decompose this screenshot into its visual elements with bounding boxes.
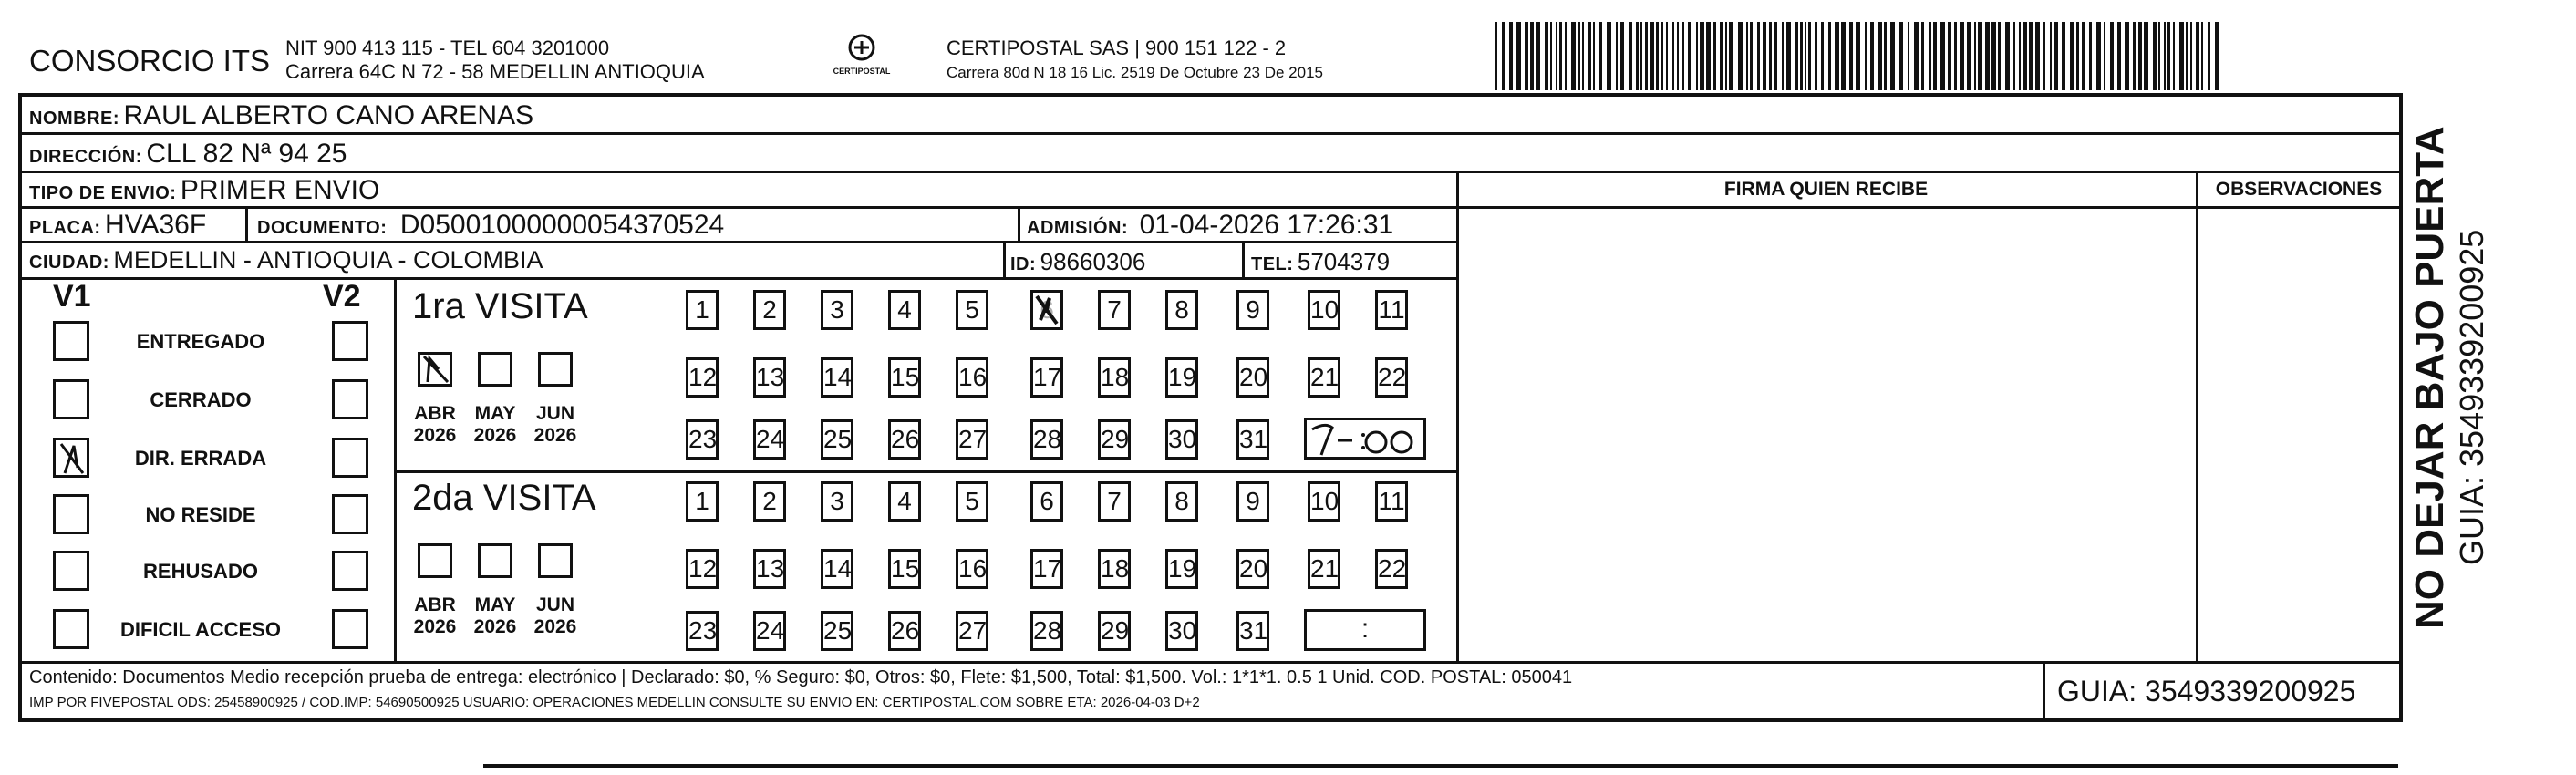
first-visit-time-box[interactable] <box>1304 418 1426 460</box>
first-visit-day-15[interactable]: 15 <box>888 357 921 398</box>
second-visit-day-20[interactable]: 20 <box>1236 549 1269 589</box>
second-visit-month-label: MAY 2026 <box>473 594 517 637</box>
tipo-row: TIPO DE ENVIO: PRIMER ENVIO <box>29 175 380 205</box>
first-visit-day-18[interactable]: 18 <box>1098 357 1131 398</box>
first-visit-day-24[interactable]: 24 <box>753 419 786 460</box>
second-visit-month-label: JUN 2026 <box>533 594 577 637</box>
second-visit-day-27[interactable]: 27 <box>956 611 988 651</box>
second-visit-day-8[interactable]: 8 <box>1165 481 1198 522</box>
second-visit-time-box[interactable]: : <box>1304 609 1426 651</box>
first-visit-day-12[interactable]: 12 <box>686 357 719 398</box>
first-visit-day-6[interactable]: 6 <box>1030 290 1063 330</box>
direccion-value: CLL 82 Nª 94 25 <box>146 139 347 169</box>
logo-icon <box>843 33 880 64</box>
first-visit-day-22[interactable]: 22 <box>1375 357 1408 398</box>
footer-line-2: IMP POR FIVEPOSTAL ODS: 25458900925 / COD.IMP: 54690500925 USUARIO: OPERACIONES MEDELLIN CONSULTE SU ENVIO EN: CERTIPOSTAL.COM SOBRE ETA: 2026-04-03 D+2 <box>29 695 1200 710</box>
first-visit-day-2[interactable]: 2 <box>753 290 786 330</box>
v2-header: V2 <box>323 279 361 314</box>
placa-row: PLACA: HVA36F <box>29 210 207 240</box>
first-visit-title: 1ra VISITA <box>412 286 588 326</box>
v1-checkbox[interactable] <box>53 609 89 649</box>
nombre-row: NOMBRE: RAUL ALBERTO CANO ARENAS <box>29 100 534 130</box>
footer-line-1: Contenido: Documentos Medio recepción prueba de entrega: electrónico | Declarado: $0, % Seguro: $0, Otros: $0, Flete: $1,500, Total: $1,500. Vol.: 1*1*1. 0.5 1 Unid. COD. POSTAL: 050041 <box>29 667 1573 687</box>
second-visit-month-checkbox[interactable] <box>478 543 512 578</box>
barcode <box>1495 22 2225 90</box>
first-visit-day-21[interactable]: 21 <box>1308 357 1340 398</box>
admision-value: 01-04-2026 17:26:31 <box>1139 210 1394 240</box>
first-visit-month-label: ABR 2026 <box>413 403 457 446</box>
admision-row: ADMISIÓN: 01-04-2026 17:26:31 <box>1027 210 1394 240</box>
nombre-value: RAUL ALBERTO CANO ARENAS <box>123 100 534 130</box>
second-visit-day-2[interactable]: 2 <box>753 481 786 522</box>
tipo-value: PRIMER ENVIO <box>180 175 380 205</box>
first-visit-day-5[interactable]: 5 <box>956 290 988 330</box>
placa-value: HVA36F <box>105 210 207 240</box>
first-visit-day-25[interactable]: 25 <box>821 419 853 460</box>
documento-row: DOCUMENTO: D05001000000054370524 <box>257 210 725 240</box>
check-mark-icon <box>1033 293 1060 327</box>
first-visit-day-16[interactable]: 16 <box>956 357 988 398</box>
v1-checkbox[interactable] <box>53 551 89 591</box>
certipostal-logo <box>821 33 903 76</box>
observaciones-header: OBSERVACIONES <box>2215 179 2383 200</box>
ciudad-value: MEDELLIN - ANTIOQUIA - COLOMBIA <box>113 246 543 274</box>
second-visit-day-25[interactable]: 25 <box>821 611 853 651</box>
second-visit-day-21[interactable]: 21 <box>1308 549 1340 589</box>
status-label: CERRADO <box>150 388 252 411</box>
first-visit-day-30[interactable]: 30 <box>1165 419 1198 460</box>
logo-text: CERTIPOSTAL <box>833 67 891 76</box>
second-visit-day-26[interactable]: 26 <box>888 611 921 651</box>
second-visit-month-checkbox[interactable] <box>418 543 452 578</box>
carrier-line-1: CERTIPOSTAL SAS | 900 151 122 - 2 <box>947 36 1287 59</box>
tel-row: TEL: 5704379 <box>1251 248 1391 275</box>
frame-left <box>18 93 22 722</box>
second-visit-day-18[interactable]: 18 <box>1098 549 1131 589</box>
second-visit-day-16[interactable]: 16 <box>956 549 988 589</box>
second-visit-month-label: ABR 2026 <box>413 594 457 637</box>
company-line-1: NIT 900 413 115 - TEL 604 3201000 <box>285 36 610 59</box>
handwritten-time-icon <box>1307 420 1425 459</box>
second-visit-day-24[interactable]: 24 <box>753 611 786 651</box>
v2-checkbox[interactable] <box>332 609 368 649</box>
side-warning: NO DEJAR BAJO PUERTA <box>2407 126 2452 629</box>
first-visit-month-checkbox[interactable] <box>478 352 512 387</box>
first-visit-day-3[interactable]: 3 <box>821 290 853 330</box>
status-label: REHUSADO <box>143 560 258 583</box>
v2-checkbox[interactable] <box>332 551 368 591</box>
first-visit-month-checkbox[interactable] <box>418 352 452 387</box>
second-visit-day-31[interactable]: 31 <box>1236 611 1269 651</box>
second-visit-day-3[interactable]: 3 <box>821 481 853 522</box>
tel-value: 5704379 <box>1297 248 1391 275</box>
company-line-2: Carrera 64C N 72 - 58 MEDELLIN ANTIOQUIA <box>285 60 705 83</box>
v2-checkbox[interactable] <box>332 379 368 419</box>
first-visit-month-label: JUN 2026 <box>533 403 577 446</box>
first-visit-day-17[interactable]: 17 <box>1030 357 1063 398</box>
second-visit-day-4[interactable]: 4 <box>888 481 921 522</box>
v1-checkbox[interactable] <box>53 438 89 478</box>
first-visit-day-23[interactable]: 23 <box>686 419 719 460</box>
direccion-row: DIRECCIÓN: CLL 82 Nª 94 25 <box>29 139 347 169</box>
first-visit-day-1[interactable]: 1 <box>686 290 719 330</box>
first-visit-day-29[interactable]: 29 <box>1098 419 1131 460</box>
second-visit-day-7[interactable]: 7 <box>1098 481 1131 522</box>
check-mark-icon <box>420 355 451 386</box>
second-visit-day-28[interactable]: 28 <box>1030 611 1063 651</box>
second-visit-month-checkbox[interactable] <box>538 543 573 578</box>
first-visit-month-checkbox[interactable] <box>538 352 573 387</box>
documento-value: D05001000000054370524 <box>399 210 725 240</box>
v2-checkbox[interactable] <box>332 438 368 478</box>
second-visit-day-5[interactable]: 5 <box>956 481 988 522</box>
first-visit-month-label: MAY 2026 <box>473 403 517 446</box>
second-visit-day-30[interactable]: 30 <box>1165 611 1198 651</box>
first-visit-day-4[interactable]: 4 <box>888 290 921 330</box>
status-label: DIFICIL ACCESO <box>119 618 281 641</box>
side-guia: GUIA: 3549339200925 <box>2453 229 2490 565</box>
second-visit-day-23[interactable]: 23 <box>686 611 719 651</box>
first-visit-day-11[interactable]: 11 <box>1375 290 1408 330</box>
status-label: DIR. ERRADA <box>134 447 267 470</box>
v1-header: V1 <box>53 279 91 314</box>
second-visit-day-13[interactable]: 13 <box>753 549 786 589</box>
first-visit-day-27[interactable]: 27 <box>956 419 988 460</box>
footer-guia: GUIA: 3549339200925 <box>2057 675 2356 708</box>
check-mark-icon <box>56 440 88 477</box>
v1-checkbox[interactable] <box>53 379 89 419</box>
status-label: ENTREGADO <box>136 330 265 353</box>
second-visit-day-12[interactable]: 12 <box>686 549 719 589</box>
second-visit-day-17[interactable]: 17 <box>1030 549 1063 589</box>
first-visit-day-31[interactable]: 31 <box>1236 419 1269 460</box>
second-visit-title: 2da VISITA <box>412 478 596 518</box>
v2-checkbox[interactable] <box>332 321 368 361</box>
first-visit-day-26[interactable]: 26 <box>888 419 921 460</box>
second-visit-day-11[interactable]: 11 <box>1375 481 1408 522</box>
status-label: NO RESIDE <box>145 503 256 526</box>
first-visit-day-20[interactable]: 20 <box>1236 357 1269 398</box>
second-visit-day-15[interactable]: 15 <box>888 549 921 589</box>
first-visit-day-9[interactable]: 9 <box>1236 290 1269 330</box>
ciudad-row: CIUDAD: MEDELLIN - ANTIOQUIA - COLOMBIA <box>29 246 543 274</box>
firma-header: FIRMA QUIEN RECIBE <box>1723 179 1929 200</box>
second-visit-day-1[interactable]: 1 <box>686 481 719 522</box>
carrier-line-2: Carrera 80d N 18 16 Lic. 2519 De Octubre 23 De 2015 <box>947 64 1323 81</box>
v2-checkbox[interactable] <box>332 494 368 534</box>
first-visit-day-10[interactable]: 10 <box>1308 290 1340 330</box>
id-row: ID: 98660306 <box>1010 248 1146 275</box>
bottom-rule <box>483 764 2398 768</box>
v1-checkbox[interactable] <box>53 494 89 534</box>
second-visit-day-14[interactable]: 14 <box>821 549 853 589</box>
company-name: CONSORCIO ITS <box>29 44 271 78</box>
second-visit-day-19[interactable]: 19 <box>1165 549 1198 589</box>
second-visit-day-10[interactable]: 10 <box>1308 481 1340 522</box>
second-visit-day-29[interactable]: 29 <box>1098 611 1131 651</box>
second-visit-day-22[interactable]: 22 <box>1375 549 1408 589</box>
first-visit-day-19[interactable]: 19 <box>1165 357 1198 398</box>
frame-top <box>18 93 2403 97</box>
first-visit-day-8[interactable]: 8 <box>1165 290 1198 330</box>
second-visit-day-6[interactable]: 6 <box>1030 481 1063 522</box>
v1-checkbox[interactable] <box>53 321 89 361</box>
id-value: 98660306 <box>1040 248 1146 275</box>
first-visit-day-13[interactable]: 13 <box>753 357 786 398</box>
first-visit-day-7[interactable]: 7 <box>1098 290 1131 330</box>
second-visit-day-9[interactable]: 9 <box>1236 481 1269 522</box>
first-visit-day-28[interactable]: 28 <box>1030 419 1063 460</box>
first-visit-day-14[interactable]: 14 <box>821 357 853 398</box>
